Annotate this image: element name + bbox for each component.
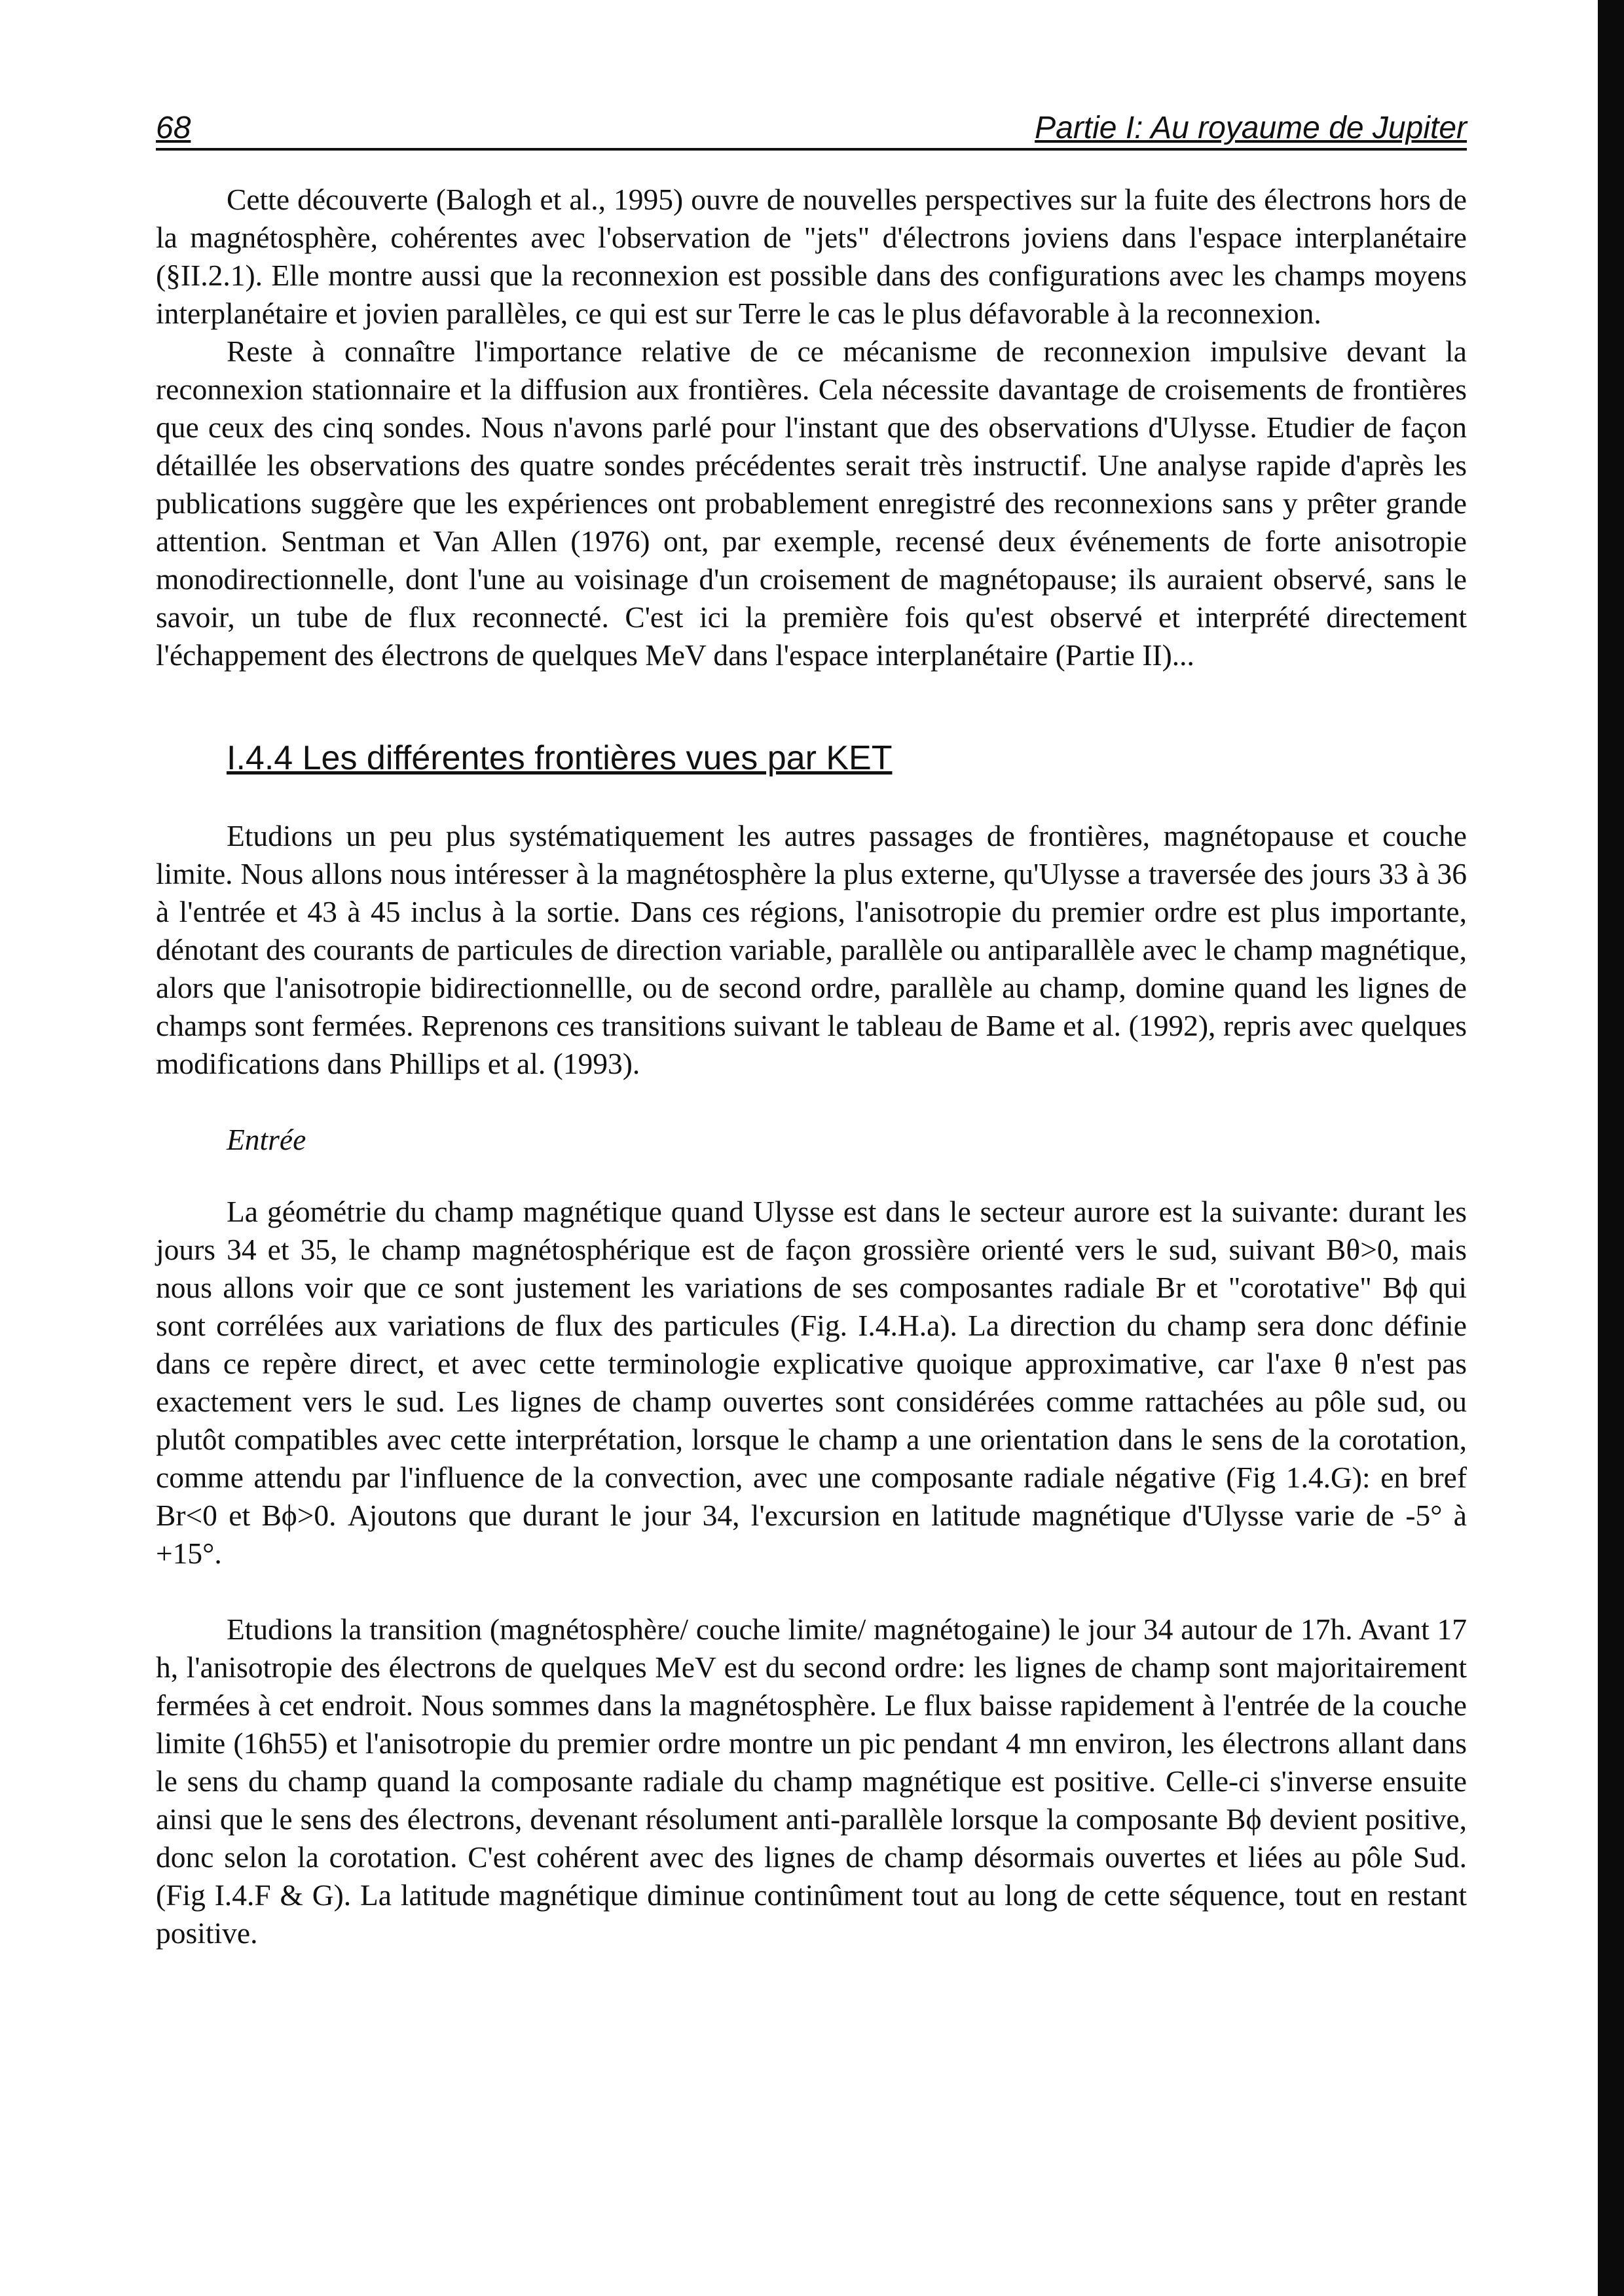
spacer — [156, 779, 1467, 817]
subheading-entree: Entrée — [227, 1123, 306, 1156]
page-number: 68 — [156, 111, 191, 145]
paragraph-2: Reste à connaître l'importance relative de ce mécanisme de reconnexion impulsive devant la reconnexion stationnaire et la diffusion aux frontières. Cela nécessite davantage de croisements de frontières que ceux des cinq sondes. Nous n'avons parlé pour l'instant que des observations d'Ulysse. Etudier de façon détaillée les observations des quatre sondes précédentes serait très instructif. Une analyse rapide d'après les publications suggère que les expériences ont probablement enregistré des reconnexions sans y prêter grande attention. Sentman et Van Allen (1976) ont, par exemple, recensé deux événements de forte anisotropie monodirectionnelle, dont l'une au voisinage d'un croisement de magnétopause; ils auraient observé, sans le savoir, un tube de flux reconnecté. C'est ici la première fois qu'est observé et interprété directement l'échappement des électrons de quelques MeV dans l'espace interplanétaire (Partie II)... — [156, 335, 1467, 672]
running-title: Partie I: Au royaume de Jupiter — [1035, 111, 1467, 145]
spacer — [156, 1083, 1467, 1121]
running-header — [156, 110, 1467, 151]
spacer — [156, 674, 1467, 737]
paragraph-3: Etudions un peu plus systématiquement les autres passages de frontières, magnétopause et couche limite. Nous allons nous intéresser à la magnétosphère la plus externe, qu'Ulysse a traversée des jours 33 à 36 à l'entrée et 43 à 45 inclus à la sortie. Dans ces régions, l'anisotropie du premier ordre est plus importante, dénotant des courants de particules de direction variable, parallèle ou antiparallèle avec le champ magnétique, alors que l'anisotropie bidirectionnellle, ou de second ordre, parallèle au champ, domine quand les lignes de champs sont fermées. Reprenons ces transitions suivant le tableau de Bame et al. (1992), repris avec quelques modifications dans Phillips et al. (1993). — [156, 819, 1467, 1080]
section-heading: I.4.4 Les différentes frontières vues par KET — [227, 739, 893, 777]
paragraph-5: Etudions la transition (magnétosphère/ couche limite/ magnétogaine) le jour 34 autour de 17h. Avant 17 h, l'anisotropie des électrons de quelques MeV est du second ordre: les lignes de champ sont majoritairement fermées à cet endroit. Nous sommes dans la magnétosphère. Le flux baisse rapidement à l'entrée de la couche limite (16h55) et l'anisotropie du premier ordre montre un pic pendant 4 mn environ, les électrons allant dans le sens du champ quand la composante radiale du champ magnétique est positive. Celle-ci s'inverse ensuite ainsi que le sens des électrons, devenant résolument anti-parallèle lorsque la composante Bϕ devient positive, donc selon la corotation. C'est cohérent avec des lignes de champ désormais ouvertes et liées au pôle Sud. (Fig I.4.F & G). La latitude magnétique diminue continûment tout au long de cette séquence, tout en restant positive. — [156, 1613, 1467, 1950]
spacer — [156, 1573, 1467, 1611]
spacer — [156, 1159, 1467, 1193]
paragraph-4: La géométrie du champ magnétique quand Ulysse est dans le secteur aurore est la suivante: durant les jours 34 et 35, le champ magnétosphérique est de façon grossière orienté vers le sud, suivant Bθ>0, mais nous allons voir que ce sont justement les variations de ses composantes radiale Br et "corotative" Bϕ qui sont corrélées aux variations de flux des particules (Fig. I.4.H.a). La direction du champ sera donc définie dans ce repère direct, et avec cette terminologie explicative quoique approximative, car l'axe θ n'est pas exactement vers le sud. Les lignes de champ ouvertes sont considérées comme rattachées au pôle sud, ou plutôt compatibles avec cette interprétation, lorsque le champ a une orientation dans le sens de la corotation, comme attendu par l'influence de la convection, avec une composante radiale négative (Fig 1.4.G): en bref Br<0 et Bϕ>0. Ajoutons que durant le jour 34, l'excursion en latitude magnétique d'Ulysse varie de -5° à +15°. — [156, 1195, 1467, 1570]
body-text — [156, 181, 1467, 1952]
paragraph-1: Cette découverte (Balogh et al., 1995) ouvre de nouvelles perspectives sur la fuite des électrons hors de la magnétosphère, cohérentes avec l'observation de "jets" d'électrons joviens dans l'espace interplanétaire (§II.2.1). Elle montre aussi que la reconnexion est possible dans des configurations avec les champs moyens interplanétaire et jovien parallèles, ce qui est sur Terre le cas le plus défavorable à la reconnexion. — [156, 183, 1467, 330]
scan-border — [1598, 0, 1624, 2296]
